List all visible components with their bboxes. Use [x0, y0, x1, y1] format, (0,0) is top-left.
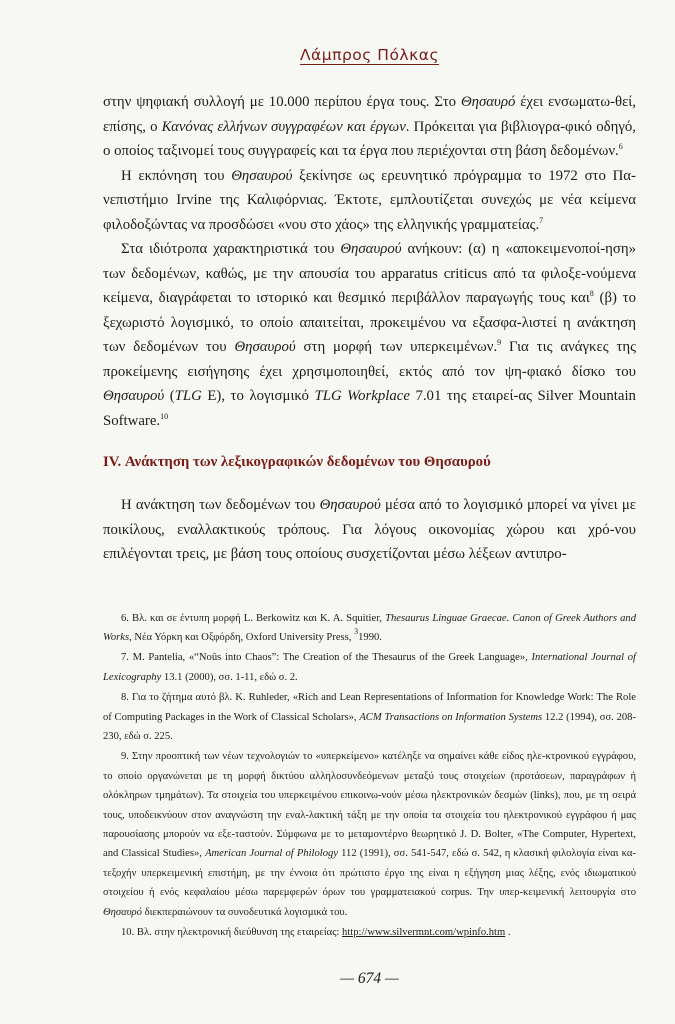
paragraph-2: Η εκπόνηση του Θησαυρού ξεκίνησε ως ερευνητικό πρόγραμμα το 1972 στο Πα-νεπιστήμιο Irvine της Καλιφόρνιας. Έκτοτε, εμπλουτίζεται συνεχώς με νέα κείμενα φιλοδοξώντας να προσδώσει «νου στο χάος» της ελληνικής γραμματείας.$^7$ [103, 167, 636, 233]
footnote-7: 7. M. Pantelia, «“Noûs into Chaos”: The Creation of the Thesaurus of the Greek Language», International Journal of Lexicography 13.1 (2000), σσ. 1-11, εδώ σ. 2. [103, 652, 637, 683]
footnote-8: 8. Για το ζήτημα αυτό βλ. K. Ruhleder, «Rich and Lean Representations of Information for Knowledge Work: The Role of Computing Packages in the Work of Classical Scholars», ACM Transactions on Information Systems 12.2 (1994), σσ. 208-230, εδώ σ. 225. [103, 692, 636, 742]
paragraph-3: Στα ιδιότροπα χαρακτηριστικά του Θησαυρού ανήκουν: (α) η «αποκειμενοποί-ηση» των δεδομένων, καθώς, με την απουσία του apparatus criticus από τα φιλοξε-νούμενα κείμενα, διαγράφεται το ιστορικό και θεσμικό περιβάλλον παραγωγής τους και$^8$ (β) το ξεχωριστό λογισμικό, το οποίο απαιτείται, προκειμένου να εξασφα-λιστεί η ανάκτηση των δεδομένων του Θησαυρού στη μορφή των υπερκειμένων.$^9$ Για τις ανάγκες της προκείμενης εισήγησης έχει χρησιμοποιηθεί, εκτός από τον ψη-φιακό δίσκο του Θησαυρού (TLG E), το λογισμικό TLG Workplace 7.01 της εταιρεί-ας Silver Mountain Software.$^{10}$ [103, 241, 636, 429]
footnote-6: 6. Βλ. και σε έντυπη μορφή L. Berkowitz και K. A. Squitier, Thesaurus Linguae Graecae. Canon of Greek Authors and Works, Νέα Υόρκη και Οξφόρδη, Oxford University Press, $^3$1990. [103, 612, 637, 643]
company-url-link[interactable]: http://www.silvermnt.com/wpinfo.htm [342, 927, 506, 938]
footnotes [103, 609, 636, 943]
paragraph-4: Η ανάκτηση των δεδομένων του Θησαυρού μέσα από το λογισμικό μπορεί να γίνει με ποικίλους, εναλλακτικούς τρόπους. Για λόγους οικονομίας χώρου και χρό-νου επιλέγονται τρεις, με βάση τους οποίους συσχετίζονται μέσω λέξεων αντιπρο- [103, 497, 636, 562]
page-number: — 674 — [340, 970, 399, 987]
body-text [103, 90, 636, 567]
footnote-separator [103, 567, 636, 593]
footnote-9: 9. Στην προοπτική των νέων τεχνολογιών το «υπερκείμενο» κατέληξε να σημαίνει κάθε είδος ηλε-κτρονικού εγγράφου, το οποίο οργανώνεται με τη μορφή δικτύου αλληλοσυνδεόμενων μεταξύ τους στοιχείων (προτάσεων, παραγράφων ή ολόκληρων τμημάτων). Τα στοιχεία του υπερκειμένου επικοινω-νούν μέσω ηλεκτρονικών δεσμών (links), που, με τη σειρά τους, υποδεικνύουν στον αναγνώστη την εναλ-λακτική τάξη με την οποία τα στοιχεία του ηλεκτρονικού εγγράφου ή μας παρουσίασης μπορούν να εξε-ταστούν. Σύμφωνα με το μεταμοντέρνο θεωρητικό J. D. Bolter, «The Computer, Hypertext, and Classical Studies», American Journal of Philology 112 (1991), σσ. 541-547, εδώ σ. 542, η κλασική φιλολογία είναι κα-τεξοχήν υπερκειμενική επιστήμη, με την έννοια ότι πρώτιστο έργο της είναι η εξήγηση μιας λέξης, ενός ιδιωματικού στοιχείου ή ενός κεφαλαίου μέσω παρεμφερών όρων του γραμματειακού corpus. Την υπερ-κειμενική λειτουργία στο Θησαυρό διεκπεραιώνουν τα συνοδευτικά λογισμικά του. [103, 751, 636, 918]
running-head: Λάμπρος Πόλκας [299, 46, 440, 64]
footnote-ref-7[interactable]: 7 [539, 215, 544, 225]
footnote-ref-10[interactable]: 10 [160, 411, 169, 421]
footnote-ref-6[interactable]: 6 [618, 142, 623, 151]
footnote-10: 10. Βλ. στην ηλεκτρονική διεύθυνση της εταιρείας: http://www.silvermnt.com/wpinfo.htm . [121, 927, 511, 938]
footnote-ref-8[interactable]: 8 [589, 289, 594, 298]
paragraph-1: στην ψηφιακή συλλογή με 10.000 περίπου έργα τους. Στο Θησαυρό έχει ενσωματω-θεί, επίσης, ο Κανόνας ελλήνων συγγραφέων και έργων. Πρόκειται για βιβλιογρα-φικό οδηγό, ο οποίος ταξινομεί τους συγγραφείς και τα έργα που περιέχονται στη βάση δεδομένων.$^6$ [103, 94, 636, 159]
page [103, 46, 637, 987]
footnote-ref-9[interactable]: 9 [497, 338, 502, 347]
section-heading: IV. Ανάκτηση των λεξικογραφικών δεδομένων του Θησαυρού [103, 454, 491, 470]
